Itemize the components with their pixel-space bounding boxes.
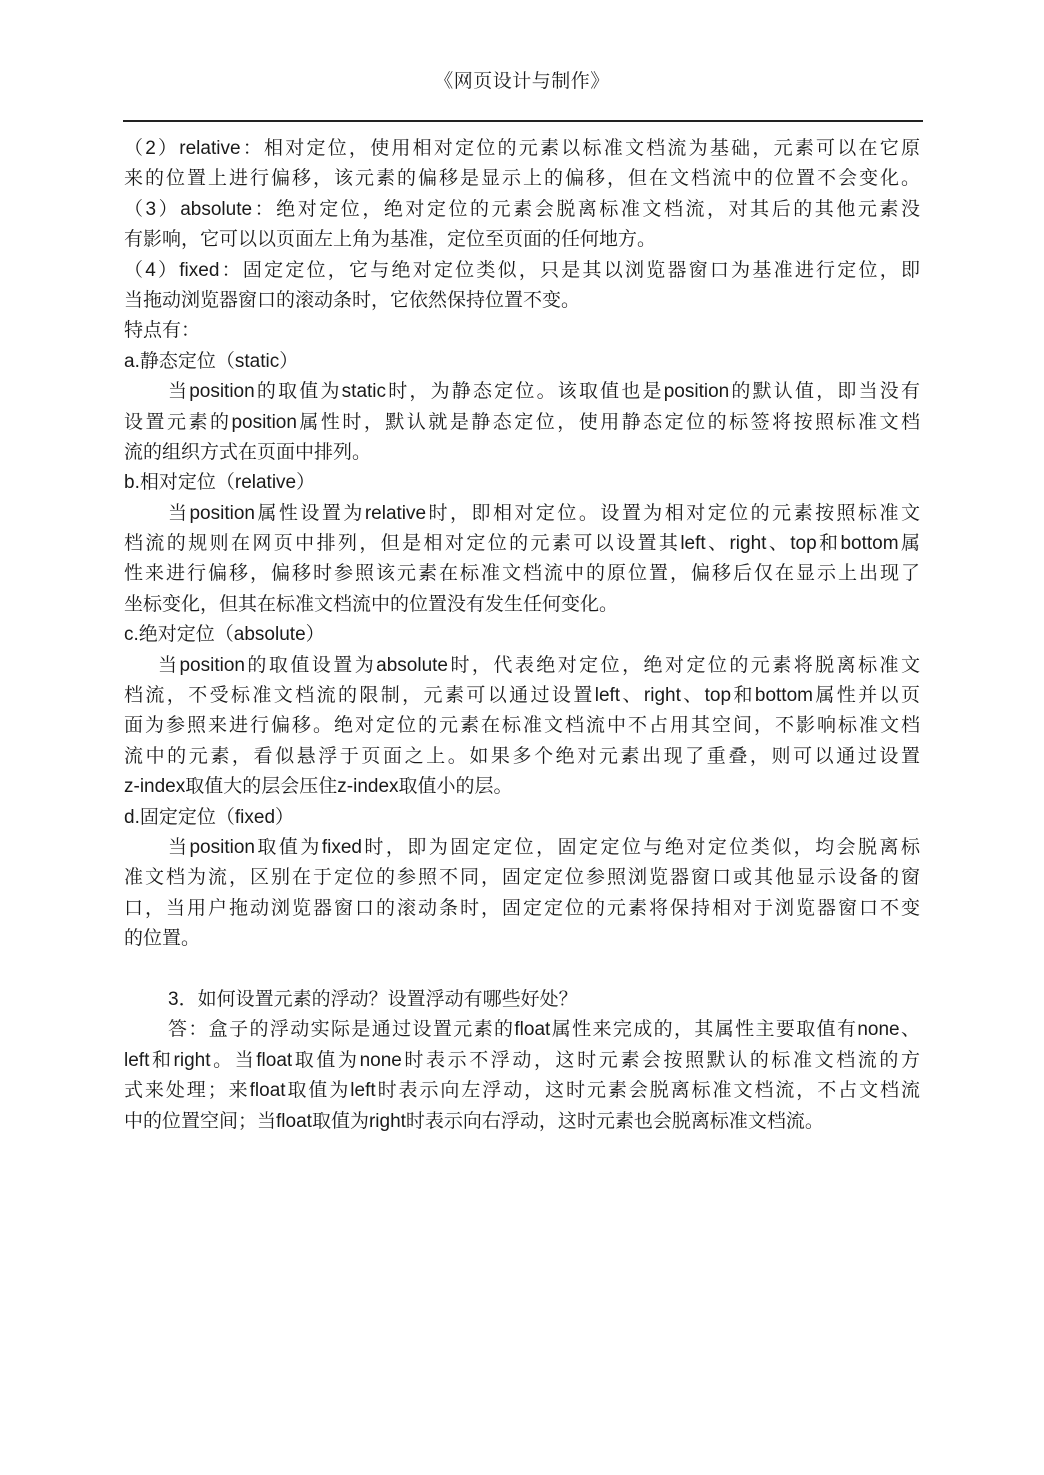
header-divider [123,120,923,122]
text-line: 面为参照来进行偏移。绝对定位的元素在标准文档流中不占用其空间，不影响标准文档 [124,714,920,737]
text-line: z-index取值大的层会压住z-index取值小的层。 [124,775,513,798]
text-line: 性来进行偏移，偏移时参照该元素在标准文档流中的原位置，偏移后仅在显示上出现了 [124,562,920,585]
section-heading: a.静态定位（static） [124,349,299,372]
text-line: 的位置。 [124,927,201,950]
text-line: 当position的取值设置为absolute时，代表绝对定位，绝对定位的元素将脱离标准文 [158,653,920,676]
text-line: 当position取值为fixed时，即为固定定位，固定定位与绝对定位类似，均会脱离标 [168,835,920,858]
text-line: 档流的规则在网页中排列，但是相对定位的元素可以设置其left、right、top和bottom属 [124,532,920,555]
question-heading: 3．如何设置元素的浮动？设置浮动有哪些好处？ [168,987,578,1010]
text-line: 式来处理；来float取值为left时表示向左浮动，这时元素会脱离标准文档流，不占文档流 [124,1079,920,1102]
text-line: 口，当用户拖动浏览器窗口的滚动条时，固定定位的元素将保持相对于浏览器窗口不变 [124,896,920,919]
text-line: 有影响，它可以以页面左上角为基准，定位至页面的任何地方。 [124,228,657,251]
text-line: 设置元素的position属性时，默认就是静态定位，使用静态定位的标签将按照标准文档 [124,410,920,433]
text-line: 中的位置空间；当float取值为right时表示向右浮动，这时元素也会脱离标准文档流。 [124,1109,824,1132]
text-line: 当拖动浏览器窗口的滚动条时，它依然保持位置不变。 [124,288,581,311]
text-line: 准文档为流，区别在于定位的参照不同，固定定位参照浏览器窗口或其他显示设备的窗 [124,866,920,889]
text-line: 来的位置上进行偏移，该元素的偏移是显示上的偏移，但在文档流中的位置不会变化。 [124,167,920,190]
section-heading: c.绝对定位（absolute） [124,623,325,646]
text-line: left和right。当float取值为none时表示不浮动，这时元素会按照默认的标准文档流的方 [124,1048,920,1071]
text-line: 坐标变化，但其在标准文档流中的位置没有发生任何变化。 [124,592,619,615]
blank-line [124,954,920,984]
section-heading: b.相对定位（relative） [124,471,316,494]
text-line: （4）fixed：固定定位，它与绝对定位类似，只是其以浏览器窗口为基准进行定位，即 [124,258,920,281]
text-line: 当position的取值为static时，为静态定位。该取值也是position的默认值，即当没有 [168,380,920,403]
text-line: 流的组织方式在页面中排列。 [124,440,372,463]
text-line: 特点有： [124,319,201,342]
text-line: 答：盒子的浮动实际是通过设置元素的float属性来完成的，其属性主要取值有none、 [168,1018,920,1041]
page-header-title: 《网页设计与制作》 [434,70,610,92]
text-line: （2）relative：相对定位，使用相对定位的元素以标准文档流为基础，元素可以在它原 [124,137,920,159]
text-line: 流中的元素，看似悬浮于页面之上。如果多个绝对元素出现了重叠，则可以通过设置 [124,744,920,767]
text-line: 档流，不受标准文档流的限制，元素可以通过设置left、right、top和bottom属性并以页 [124,684,920,707]
document-body [124,133,920,1136]
text-line: （3）absolute：绝对定位，绝对定位的元素会脱离标准文档流，对其后的其他元素没 [124,197,920,220]
section-heading: d.固定定位（fixed） [124,805,295,828]
text-line: 当position属性设置为relative时，即相对定位。设置为相对定位的元素按照标准文 [168,501,920,524]
